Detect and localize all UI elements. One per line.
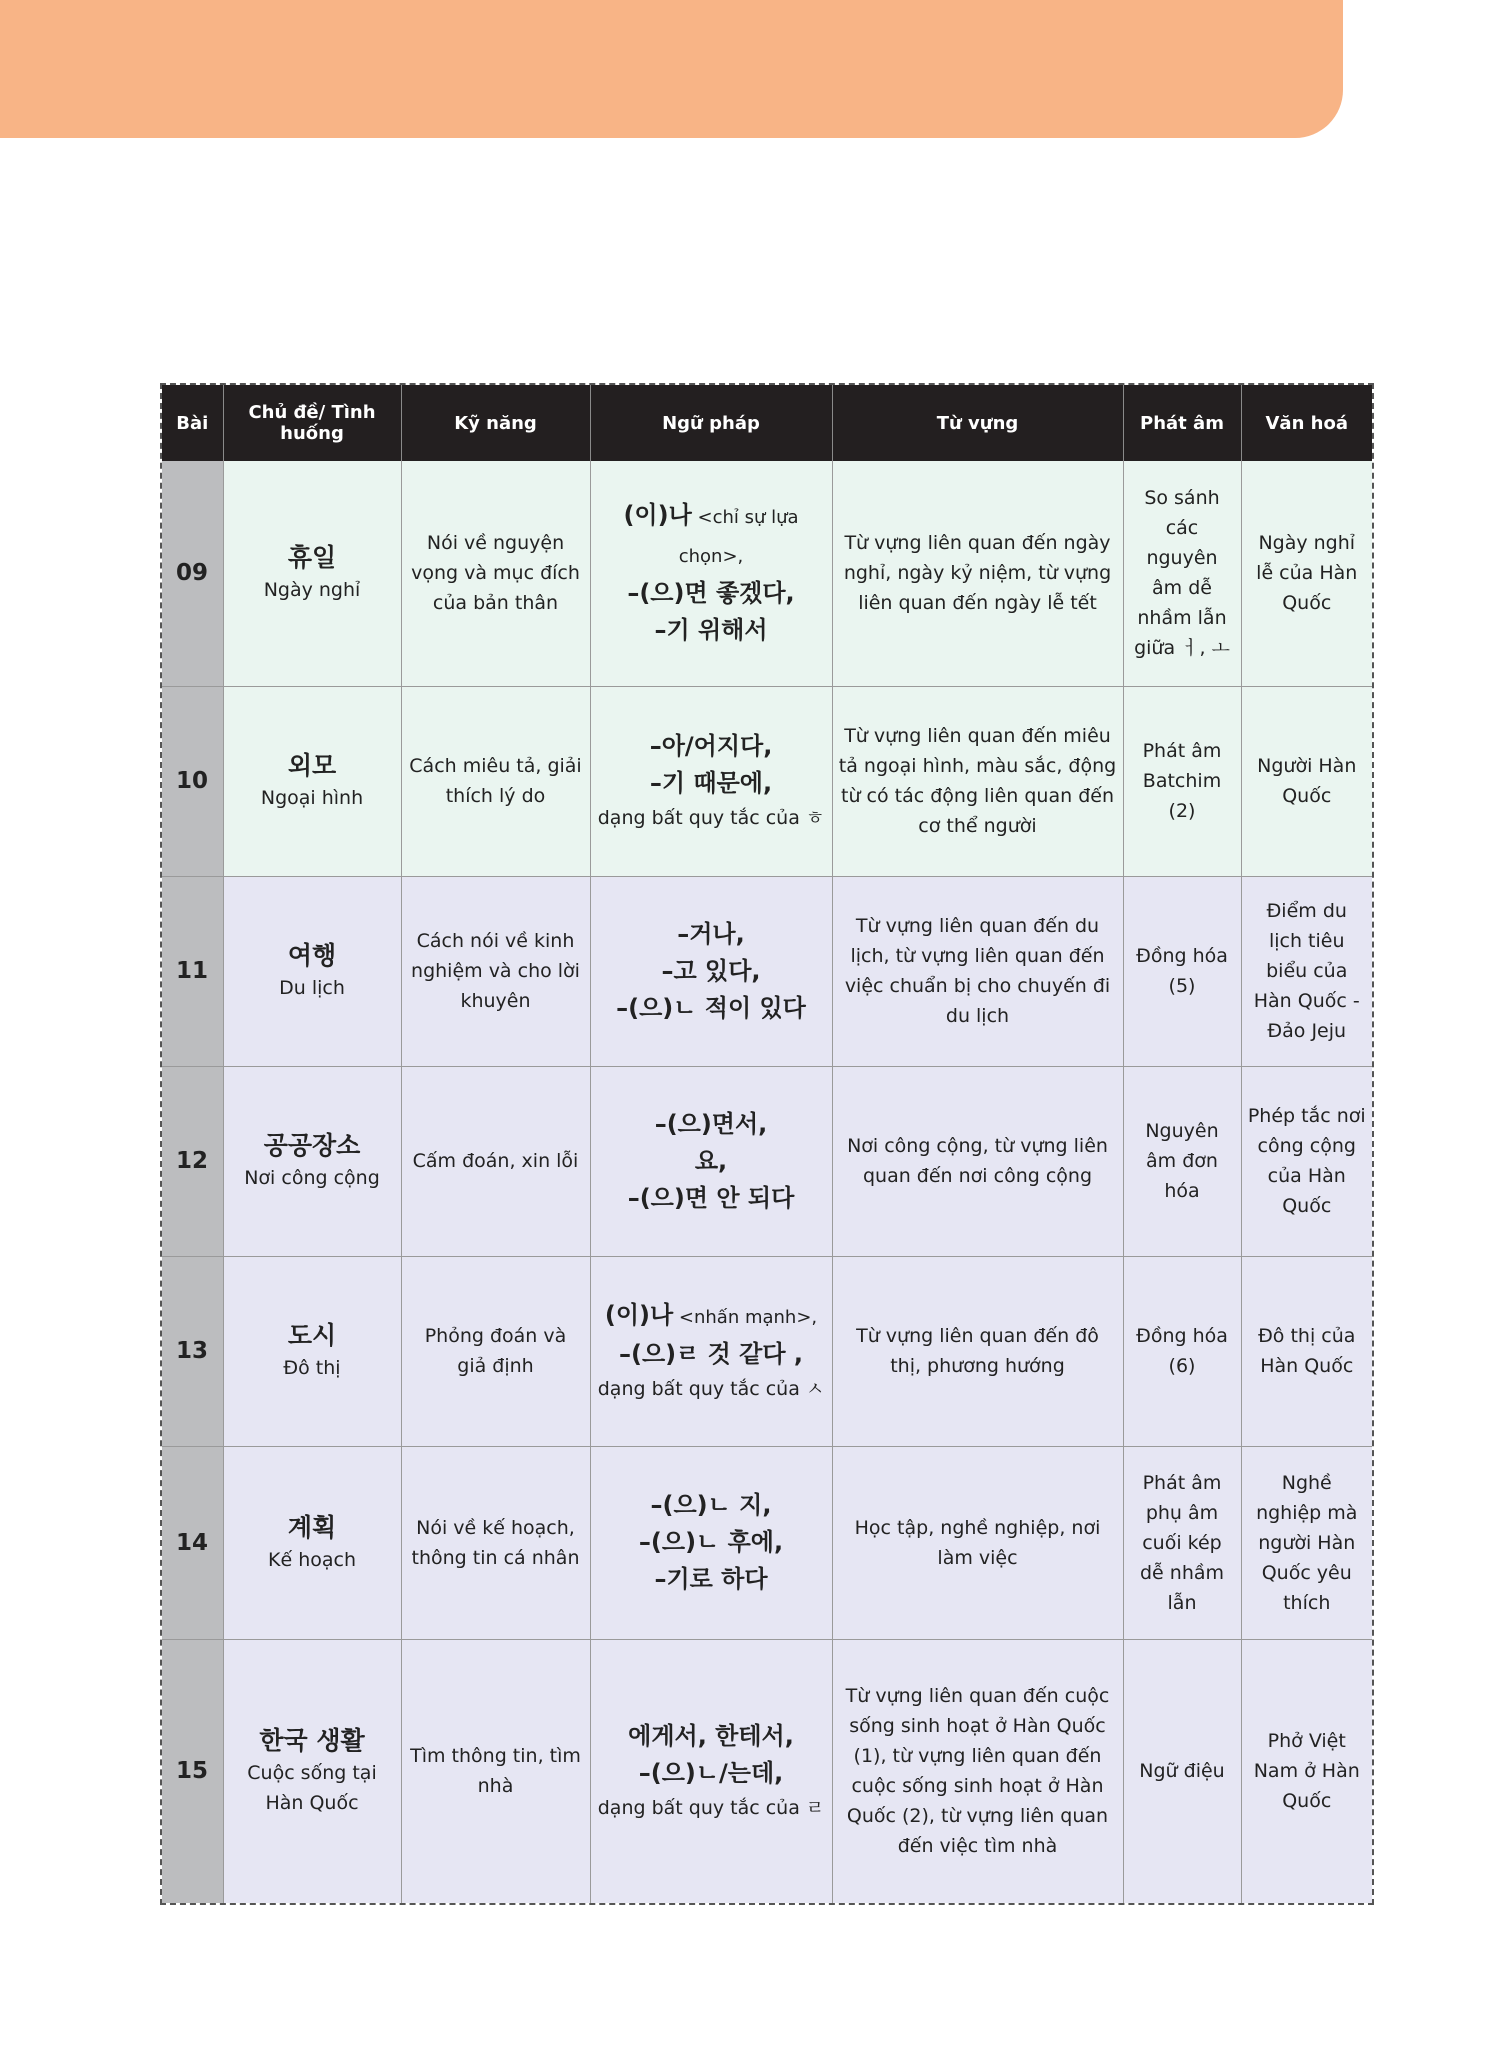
grammar-line: dạng bất quy tắc của ㅅ: [597, 1378, 825, 1400]
grammar-cell: [590, 1446, 832, 1639]
culture-cell: Ngày nghỉ lễ của Hàn Quốc: [1241, 461, 1372, 686]
grammar-cell: [590, 1066, 832, 1256]
grammar-line: –(으)면 안 되다: [627, 1183, 795, 1212]
header-skill: Kỹ năng: [401, 385, 590, 461]
topic-korean: 여행: [287, 941, 337, 970]
header-grammar: Ngữ pháp: [590, 385, 832, 461]
pronunciation-cell: Phát âm Batchim (2): [1123, 686, 1241, 876]
vocab-cell: Học tập, nghề nghiệp, nơi làm việc: [832, 1446, 1123, 1639]
culture-cell: Người Hàn Quốc: [1241, 686, 1372, 876]
topic-korean: 계획: [287, 1512, 337, 1542]
grammar-line: –(으)ㄴ/는데,: [638, 1759, 784, 1788]
topic-korean: 한국 생활: [259, 1726, 365, 1756]
culture-cell: Đô thị của Hàn Quốc: [1241, 1256, 1372, 1446]
culture-cell: Nghề nghiệp mà người Hàn Quốc yêu thích: [1241, 1446, 1372, 1639]
header-bai: Bài: [162, 385, 223, 461]
grammar-cell: [590, 461, 832, 686]
topic-cell: [223, 1639, 401, 1903]
lesson-number: 13: [162, 1256, 223, 1446]
grammar-line: –기로 하다: [654, 1565, 768, 1593]
topic-korean: 휴일: [287, 543, 337, 573]
pronunciation-cell: Nguyên âm đơn hóa: [1123, 1066, 1241, 1256]
culture-cell: Phép tắc nơi công cộng của Hàn Quốc: [1241, 1066, 1372, 1256]
grammar-cell: [590, 1639, 832, 1903]
grammar-line: 요,: [694, 1146, 728, 1175]
curriculum-table-frame: [160, 383, 1374, 1905]
pronunciation-cell: Đồng hóa (6): [1123, 1256, 1241, 1446]
grammar-line: –(으)ㄴ 지,: [650, 1491, 772, 1519]
grammar-cell: [590, 1256, 832, 1446]
topic-korean: 도시: [287, 1321, 337, 1350]
grammar-line: 에게서, 한테서,: [628, 1722, 794, 1751]
topic-cell: [223, 686, 401, 876]
topic-cell: [223, 1066, 401, 1256]
pronunciation-cell: Ngữ điệu: [1123, 1639, 1241, 1903]
grammar-cell: [590, 686, 832, 876]
topic-vietnamese: Cuộc sống tại Hàn Quốc: [247, 1762, 377, 1815]
culture-cell: Phở Việt Nam ở Hàn Quốc: [1241, 1639, 1372, 1903]
skill-cell: Cách miêu tả, giải thích lý do: [401, 686, 590, 876]
table-row: [162, 1256, 1372, 1446]
grammar-line: (이)나 <nhấn mạnh>,: [604, 1301, 818, 1329]
skill-cell: Nói về nguyện vọng và mục đích của bản thân: [401, 461, 590, 686]
topic-vietnamese: Ngoại hình: [260, 787, 364, 809]
grammar-line: –기 때문에,: [649, 769, 773, 797]
grammar-line: –기 위해서: [654, 616, 768, 645]
table-header-row: [162, 385, 1372, 461]
grammar-line: –아/어지다,: [649, 732, 773, 760]
vocab-cell: Từ vựng liên quan đến ngày nghỉ, ngày kỷ niệm, từ vựng liên quan đến ngày lễ tết: [832, 461, 1123, 686]
skill-cell: Phỏng đoán và giả định: [401, 1256, 590, 1446]
grammar-line: (이)나 <chỉ sự lựa chọn>,: [623, 501, 799, 568]
grammar-line: –(으)면서,: [654, 1109, 768, 1138]
topic-korean: 외모: [287, 751, 337, 780]
vocab-cell: Từ vựng liên quan đến du lịch, từ vựng liên quan đến việc chuẩn bị cho chuyến đi du lịch: [832, 876, 1123, 1066]
vocab-cell: Nơi công cộng, từ vựng liên quan đến nơi công cộng: [832, 1066, 1123, 1256]
grammar-line: –(으)ㄴ 적이 있다: [616, 993, 806, 1022]
header-vocab: Từ vựng: [832, 385, 1123, 461]
skill-cell: Nói về kế hoạch, thông tin cá nhân: [401, 1446, 590, 1639]
skill-cell: Tìm thông tin, tìm nhà: [401, 1639, 590, 1903]
table-row: [162, 686, 1372, 876]
table-row: [162, 1066, 1372, 1256]
topic-korean: 공공장소: [263, 1131, 361, 1160]
table-row: [162, 461, 1372, 686]
skill-cell: Cấm đoán, xin lỗi: [401, 1066, 590, 1256]
grammar-line: dạng bất quy tắc của ㄹ: [597, 1797, 825, 1820]
skill-cell: Cách nói về kinh nghiệm và cho lời khuyên: [401, 876, 590, 1066]
grammar-cell: [590, 876, 832, 1066]
vocab-cell: Từ vựng liên quan đến miêu tả ngoại hình, màu sắc, động từ có tác động liên quan đến cơ thể người: [832, 686, 1123, 876]
top-banner: [0, 0, 1343, 138]
pronunciation-cell: So sánh các nguyên âm dễ nhầm lẫn giữa ㅓ, ㅗ: [1123, 461, 1241, 686]
grammar-line: –(으)ㄹ 것 같다 ,: [618, 1340, 804, 1368]
culture-cell: Điểm du lịch tiêu biểu của Hàn Quốc - Đảo Jeju: [1241, 876, 1372, 1066]
header-topic: Chủ đề/ Tình huống: [223, 385, 401, 461]
grammar-line: –(으)ㄴ 후에,: [638, 1528, 784, 1556]
lesson-number: 11: [162, 876, 223, 1066]
topic-vietnamese: Đô thị: [283, 1357, 341, 1379]
grammar-line: –거나,: [677, 919, 745, 948]
vocab-cell: Từ vựng liên quan đến đô thị, phương hướng: [832, 1256, 1123, 1446]
topic-vietnamese: Ngày nghỉ: [263, 579, 361, 602]
topic-cell: [223, 1256, 401, 1446]
topic-cell: [223, 461, 401, 686]
lesson-number: 12: [162, 1066, 223, 1256]
topic-vietnamese: Nơi công cộng: [244, 1167, 380, 1189]
pronunciation-cell: Phát âm phụ âm cuối kép dễ nhầm lẫn: [1123, 1446, 1241, 1639]
vocab-cell: Từ vựng liên quan đến cuộc sống sinh hoạt ở Hàn Quốc (1), từ vựng liên quan đến cuộc sống sinh hoạt ở Hàn Quốc (2), từ vựng liên quan đến việc tìm nhà: [832, 1639, 1123, 1903]
topic-vietnamese: Kế hoạch: [268, 1548, 356, 1571]
table-row: [162, 876, 1372, 1066]
topic-vietnamese: Du lịch: [279, 977, 345, 999]
grammar-line: –(으)면 좋겠다,: [627, 579, 795, 608]
pronunciation-cell: Đồng hóa (5): [1123, 876, 1241, 1066]
lesson-number: 14: [162, 1446, 223, 1639]
header-culture: Văn hoá: [1241, 385, 1372, 461]
topic-cell: [223, 876, 401, 1066]
topic-cell: [223, 1446, 401, 1639]
curriculum-table: [162, 385, 1372, 1903]
lesson-number: 15: [162, 1639, 223, 1903]
table-row: [162, 1639, 1372, 1903]
header-pron: Phát âm: [1123, 385, 1241, 461]
lesson-number: 09: [162, 461, 223, 686]
grammar-line: –고 있다,: [661, 956, 761, 985]
lesson-number: 10: [162, 686, 223, 876]
grammar-line: dạng bất quy tắc của ㅎ: [597, 807, 825, 829]
table-row: [162, 1446, 1372, 1639]
